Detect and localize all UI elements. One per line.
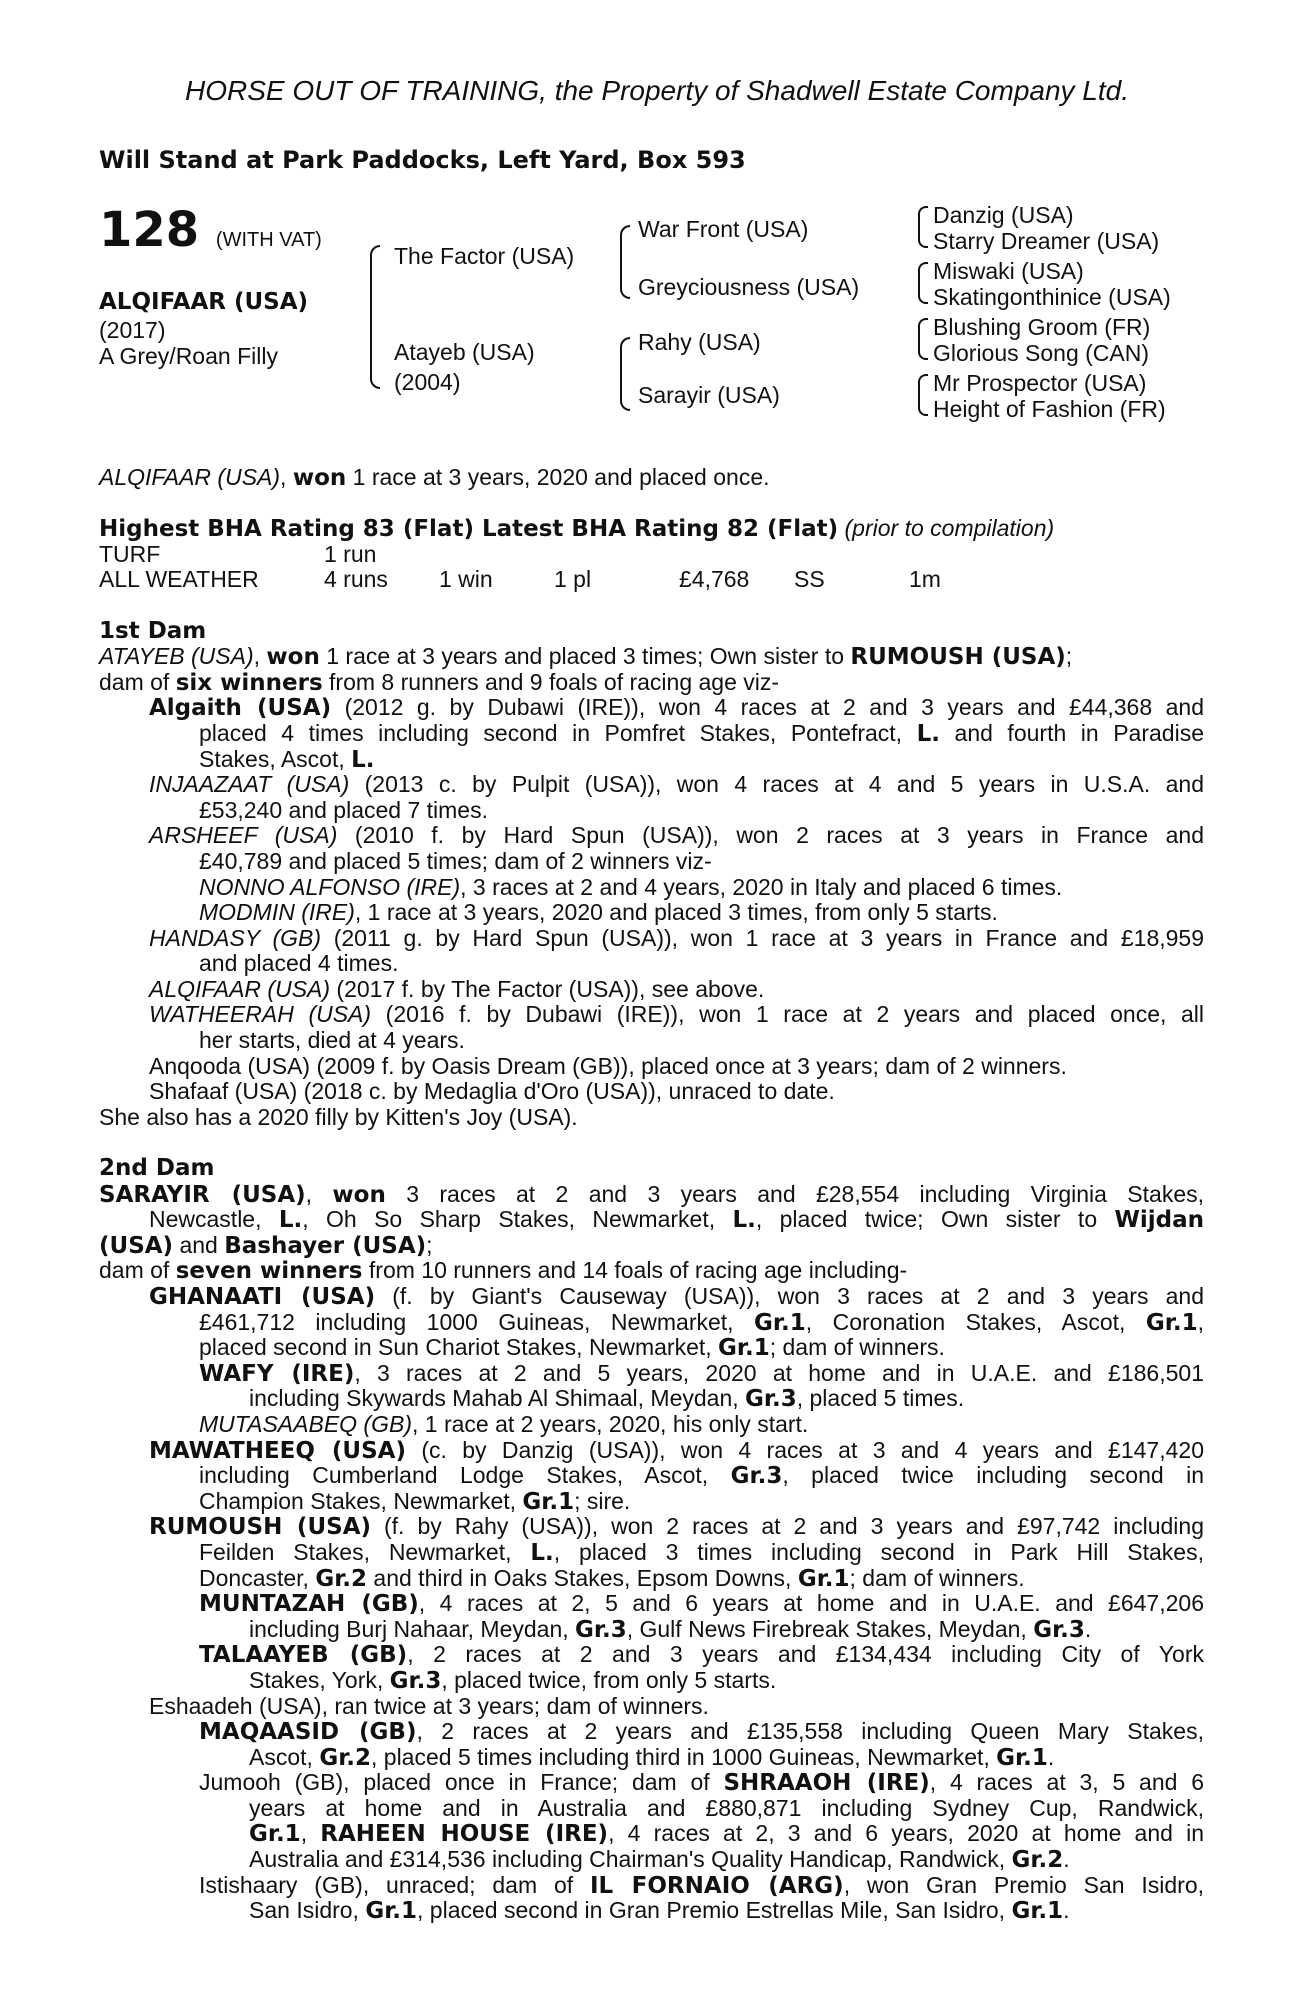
bha-ratings: Highest BHA Rating 83 (Flat) Latest BHA Rating 82 (Flat) (prior to compilation) [99, 515, 1055, 543]
second-dam-line: £461,712 including 1000 Guineas, Newmarket, Gr.1, Coronation Stakes, Ascot, Gr.1, [199, 1309, 1204, 1336]
pedigree-gen3-6: Glorious Song (CAN) [933, 340, 1150, 366]
first-dam-line: £40,789 and placed 5 times; dam of 2 winners viz- [199, 847, 712, 874]
second-dam-line: MAQAASID (GB), 2 races at 2 years and £135,558 including Queen Mary Stakes, [199, 1719, 1204, 1745]
second-dam-line: Newcastle, L., Oh So Sharp Stakes, Newmarket, L., placed twice; Own sister to Wijdan [149, 1207, 1204, 1233]
lot-number [99, 202, 322, 265]
turf-record: TURF 1 run [99, 540, 377, 567]
pedigree-dam-sire: Rahy (USA) [638, 329, 761, 355]
second-dam-line: placed second in Sun Chariot Stakes, Newmarket, Gr.1; dam of winners. [199, 1334, 945, 1362]
pedigree-gen3-1: Danzig (USA) [933, 202, 1074, 228]
second-dam-heading: 2nd Dam [99, 1155, 215, 1182]
second-dam-line: including Burj Nahaar, Meydan, Gr.3, Gulf News Firebreak Stakes, Meydan, Gr.3. [249, 1615, 1092, 1643]
first-dam-line: Algaith (USA) (2012 g. by Dubawi (IRE)), won 4 races at 2 and 3 years and £44,368 and [149, 695, 1204, 721]
page-title: HORSE OUT OF TRAINING, the Property of Shadwell Estate Company Ltd. [184, 75, 1130, 106]
pedigree-gen3-3: Miswaki (USA) [933, 258, 1084, 284]
second-dam-line: Istishaary (GB), unraced; dam of IL FORNAIO (ARG), won Gran Premio San Isidro, [199, 1872, 1204, 1899]
second-dam-line: TALAAYEB (GB), 2 races at 2 and 3 years and £134,434 including City of York [199, 1642, 1204, 1668]
pedigree-brace-sire [620, 225, 630, 299]
second-dam-line: Stakes, York, Gr.3, placed twice, from only 5 starts. [249, 1666, 777, 1694]
first-dam-line: Anqooda (USA) (2009 f. by Oasis Dream (GB)), placed once at 3 years; dam of 2 winners. [149, 1052, 1067, 1079]
pedigree-gen3-7: Mr Prospector (USA) [933, 370, 1147, 396]
second-dam-line: years at home and in Australia and £880,871 including Sydney Cup, Randwick, [249, 1795, 1204, 1821]
second-dam-line: SARAYIR (USA), won 3 races at 2 and 3 years and £28,554 including Virginia Stakes, [99, 1181, 1204, 1208]
pedigree-dam-year: (2004) [394, 369, 461, 395]
first-dam-line: placed 4 times including second in Pomfret Stakes, Pontefract, L. and fourth in Paradise [199, 720, 1204, 747]
pedigree-dam-dam: Sarayir (USA) [638, 382, 780, 408]
second-dam-line: Feilden Stakes, Newmarket, L., placed 3 times including second in Park Hill Stakes, [199, 1539, 1204, 1566]
second-dam-line: Jumooh (GB), placed once in France; dam of SHRAAOH (IRE), 4 races at 3, 5 and 6 [199, 1770, 1204, 1796]
second-dam-line: GHANAATI (USA) (f. by Giant's Causeway (USA)), won 3 races at 2 and 3 years and [149, 1284, 1204, 1310]
pedigree-brace-1 [918, 206, 928, 248]
second-dam-line: WAFY (IRE), 3 races at 2 and 5 years, 2020 at home and in U.A.E. and £186,501 [199, 1360, 1204, 1387]
pedigree-sire: The Factor (USA) [394, 243, 575, 269]
horse-year: (2017) [99, 317, 166, 343]
pedigree-brace-3 [918, 318, 928, 360]
horse-description: A Grey/Roan Filly [99, 343, 278, 369]
second-dam-line: Ascot, Gr.2, placed 5 times including third in 1000 Guineas, Newmarket, Gr.1. [249, 1743, 1055, 1771]
first-dam-line: ATAYEB (USA), won 1 race at 3 years and placed 3 times; Own sister to RUMOUSH (USA); [99, 643, 1073, 671]
first-dam-line: NONNO ALFONSO (IRE), 3 races at 2 and 4 years, 2020 in Italy and placed 6 times. [199, 873, 1063, 900]
pedigree-gen3-2: Starry Dreamer (USA) [933, 228, 1160, 254]
pedigree-brace-4 [918, 374, 928, 416]
all-weather-record: ALL WEATHER 4 runs 1 win 1 pl £4,768 SS 1m [99, 566, 941, 593]
second-dam-line: MAWATHEEQ (USA) (c. by Danzig (USA)), won 4 races at 3 and 4 years and £147,420 [149, 1437, 1204, 1464]
second-dam-line: Champion Stakes, Newmarket, Gr.1; sire. [199, 1487, 631, 1515]
pedigree-dam: Atayeb (USA) [394, 339, 535, 365]
second-dam-line: MUNTAZAH (GB), 4 races at 2, 5 and 6 years at home and in U.A.E. and £647,206 [199, 1591, 1204, 1617]
horse-name: ALQIFAAR (USA) [99, 289, 309, 315]
pedigree-brace-2 [918, 262, 928, 304]
first-dam-line: HANDASY (GB) (2011 g. by Hard Spun (USA)), won 1 race at 3 years in France and £18,959 [149, 925, 1204, 951]
stand-location: Will Stand at Park Paddocks, Left Yard, Box 593 [99, 146, 746, 174]
first-dam-line: INJAAZAAT (USA) (2013 c. by Pulpit (USA)), won 4 races at 4 and 5 years in U.S.A. and [149, 772, 1204, 798]
first-dam-line: Stakes, Ascot, L. [199, 745, 375, 773]
second-dam-line: RUMOUSH (USA) (f. by Rahy (USA)), won 2 races at 2 and 3 years and £97,742 including [149, 1514, 1204, 1540]
first-dam-line: £53,240 and placed 7 times. [199, 796, 488, 823]
pedigree-brace-dam [620, 337, 630, 411]
race-summary: ALQIFAAR (USA), won 1 race at 3 years, 2020 and placed once. [99, 464, 770, 491]
second-dam-line: (USA) and Bashayer (USA); [99, 1231, 433, 1259]
first-dam-line: She also has a 2020 filly by Kitten's Joy (USA). [99, 1103, 578, 1130]
first-dam-line: dam of six winners from 8 runners and 9 foals of racing age viz- [99, 668, 780, 696]
second-dam-line: Doncaster, Gr.2 and third in Oaks Stakes, Epsom Downs, Gr.1; dam of winners. [199, 1564, 1025, 1592]
second-dam-line: Australia and £314,536 including Chairman's Quality Handicap, Randwick, Gr.2. [249, 1846, 1070, 1874]
second-dam-line: including Skywards Mahab Al Shimaal, Meydan, Gr.3, placed 5 times. [249, 1385, 965, 1413]
first-dam-line: her starts, died at 4 years. [199, 1027, 465, 1054]
second-dam-line: including Cumberland Lodge Stakes, Ascot, Gr.3, placed twice including second in [199, 1463, 1204, 1489]
catalogue-body [99, 465, 1204, 1924]
lot-number-value: 128 [99, 202, 200, 258]
pedigree-brace-sire-dam [370, 245, 380, 389]
first-dam-heading: 1st Dam [99, 617, 207, 644]
first-dam-line: Shafaaf (USA) (2018 c. by Medaglia d'Oro (USA)), unraced to date. [149, 1078, 835, 1105]
pedigree-gen3-5: Blushing Groom (FR) [933, 314, 1151, 340]
first-dam-line: WATHEERAH (USA) (2016 f. by Dubawi (IRE)), won 1 race at 2 years and placed once, all [149, 1002, 1204, 1028]
second-dam-line: dam of seven winners from 10 runners and 14 foals of racing age including- [99, 1257, 908, 1285]
first-dam-line: ARSHEEF (USA) (2010 f. by Hard Spun (USA)), won 2 races at 3 years in France and [149, 823, 1204, 849]
vat-note: (WITH VAT) [215, 229, 322, 251]
pedigree-sire-sire: War Front (USA) [638, 216, 809, 242]
second-dam-line: Gr.1, RAHEEN HOUSE (IRE), 4 races at 2, 3 and 6 years, 2020 at home and in [249, 1821, 1204, 1848]
first-dam-line: ALQIFAAR (USA) (2017 f. by The Factor (USA)), see above. [149, 975, 765, 1002]
second-dam-line: San Isidro, Gr.1, placed second in Gran Premio Estrellas Mile, San Isidro, Gr.1. [249, 1897, 1070, 1925]
pedigree-sire-dam: Greyciousness (USA) [638, 274, 860, 300]
pedigree-gen3-8: Height of Fashion (FR) [933, 396, 1166, 422]
first-dam-line: MODMIN (IRE), 1 race at 3 years, 2020 and placed 3 times, from only 5 starts. [199, 899, 998, 926]
second-dam-line: MUTASAABEQ (GB), 1 race at 2 years, 2020, his only start. [199, 1410, 809, 1437]
pedigree-gen3-4: Skatingonthinice (USA) [933, 284, 1171, 310]
second-dam-line: Eshaadeh (USA), ran twice at 3 years; dam of winners. [149, 1692, 709, 1719]
first-dam-line: and placed 4 times. [199, 950, 399, 977]
